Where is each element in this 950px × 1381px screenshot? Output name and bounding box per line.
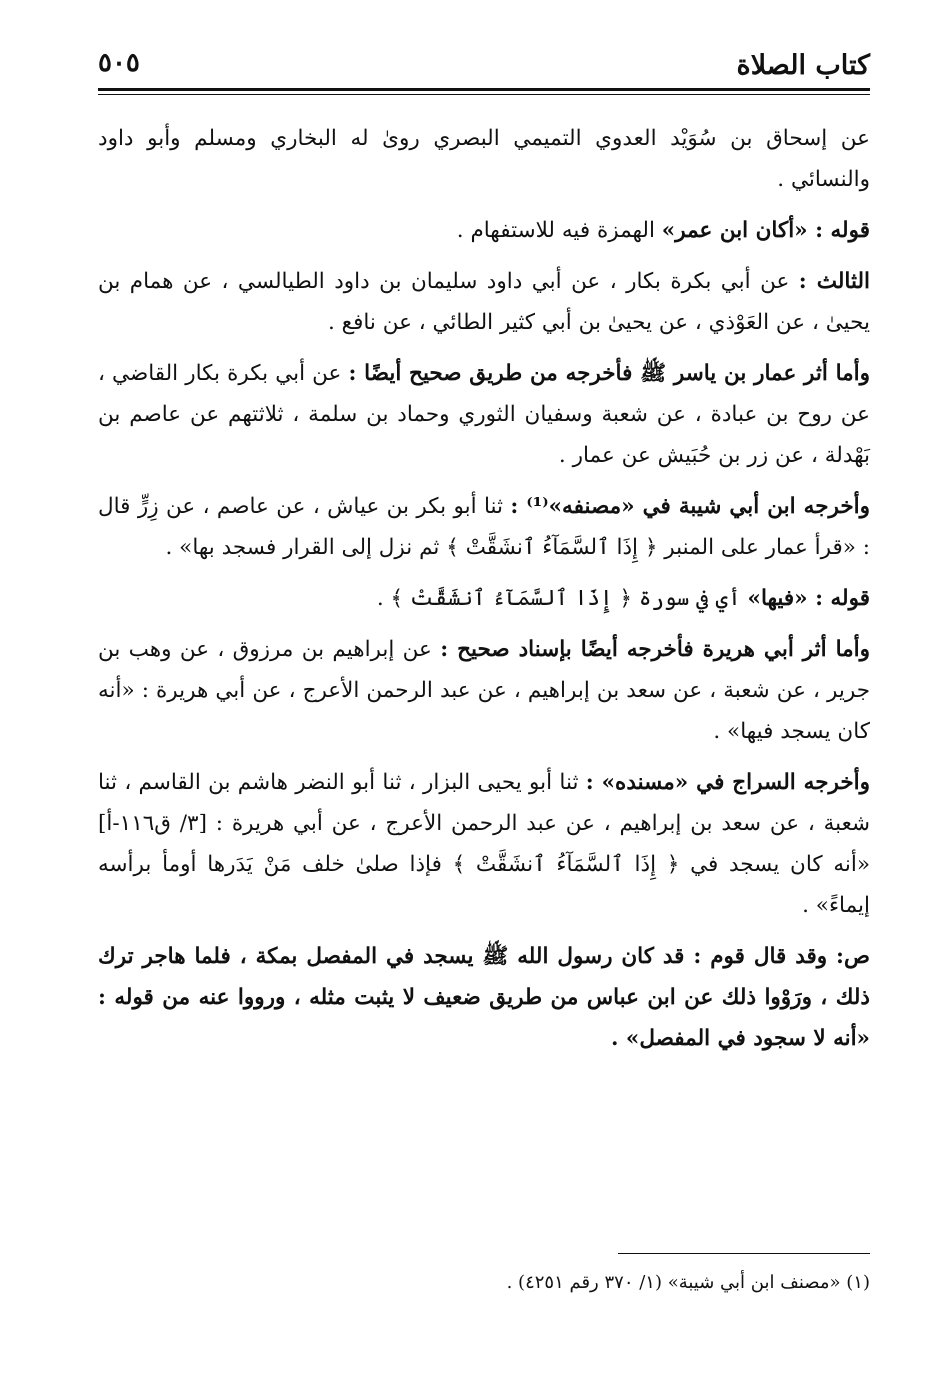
paragraph-5 [98, 486, 870, 568]
paragraph-text: الهمزة فيه للاستفهام . [456, 218, 662, 243]
paragraph-7 [98, 629, 870, 752]
page-number: ٥٠٥ [98, 48, 140, 78]
paragraph-text: عن أبي بكرة بكار القاضي ، عن روح بن عبادة ، عن شعبة وسفيان الثوري وحماد بن سلمة ، ثلاثتهم عن عاصم بن بَهْدلة ، عن زر بن حُبَيش عن عمار . [98, 361, 870, 468]
paragraph-4 [98, 353, 870, 476]
paragraph-text: ثنا أبو بكر بن عياش ، عن عاصم ، عن زِرٍّ قال : «قرأ عمار على المنبر ﴿ إِذَا ٱلسَّمَآءُ ٱنشَقَّتْ ﴾ ثم نزل إلى القرار فسجد بها» . [98, 494, 870, 560]
paragraph-lead: الثالث : [798, 269, 870, 294]
paragraph-lead: قوله : «أكان ابن عمر» [661, 218, 870, 243]
paragraph-9 [98, 936, 870, 1059]
paragraph-8 [98, 762, 870, 926]
paragraph-text: عن إسحاق بن سُوَيْد العدوي التميمي البصري روىٰ له البخاري ومسلم وأبو داود والنسائي . [98, 126, 870, 192]
paragraph-lead: وأما أثر أبي هريرة فأخرجه أيضًا بإسناد صحيح : [440, 637, 870, 662]
footnote-rule [618, 1253, 870, 1254]
paragraph-1 [98, 118, 870, 200]
paragraph-lead: ص: وقد قال قوم : قد كان رسول الله ﷺ يسجد في المفصل بمكة ، فلما هاجر ترك ذلك ، ورَوْوا ذلك عن ابن عباس من طريق ضعيف لا يثبت مثله ، ورووا عنه من قوله : «أنه لا سجود في المفصل» . [98, 944, 870, 1051]
paragraph-text: عن إبراهيم بن مرزوق ، عن وهب بن جرير ، عن شعبة ، عن سعد بن إبراهيم ، عن عبد الرحمن الأعرج ، عن أبي هريرة : «أنه كان يسجد فيها» . [98, 637, 870, 744]
running-header [98, 44, 870, 88]
paragraph-2 [98, 210, 870, 251]
paragraph-3 [98, 261, 870, 343]
header-rule-thin [98, 94, 870, 95]
paragraph-lead: قوله : «فيها» [747, 586, 870, 611]
footnote: (١) «مصنف ابن أبي شيبة» (١/ ٣٧٠ رقم ٤٢٥١) . [506, 1272, 870, 1293]
paragraph-text: ثنا أبو يحيى البزار ، ثنا أبو النضر هاشم بن القاسم ، ثنا شعبة ، عن سعد بن إبراهيم ، عن عبد الرحمن الأعرج ، عن أبي هريرة : [٣/ ق١١٦-أ] «أنه كان يسجد في ﴿ إِذَا ٱلسَّمَآءُ ٱنشَقَّتْ ﴾ فإذا صلىٰ خلف مَنْ يَدَرها أومأ برأسه إيماءً» . [98, 770, 870, 918]
paragraph-6 [98, 578, 870, 619]
chapter-title: كتاب الصلاة [736, 50, 870, 81]
paragraph-text: عن أبي بكرة بكار ، عن أبي داود سليمان بن داود الطيالسي ، عن همام بن يحيىٰ ، عن العَوْذي ، عن يحيىٰ بن أبي كثير الطائي ، عن نافع . [98, 269, 870, 335]
paragraph-lead: وأخرجه السراج في «مسنده» : [585, 770, 870, 795]
paragraph-lead: وأخرجه ابن أبي شيبة في «مصنفه»⁽¹⁾ : [510, 494, 871, 519]
main-text [98, 118, 870, 1069]
paragraph-lead: وأما أثر عمار بن ياسر ﷺ فأخرجه من طريق صحيح أيضًا : [348, 361, 871, 386]
paragraph-text: أي في سورة ﴿ إِذَا ٱلسَّمَآءُ ٱنشَقَّتْ ﴾ . [376, 586, 748, 611]
header-rule-thick [98, 88, 870, 91]
